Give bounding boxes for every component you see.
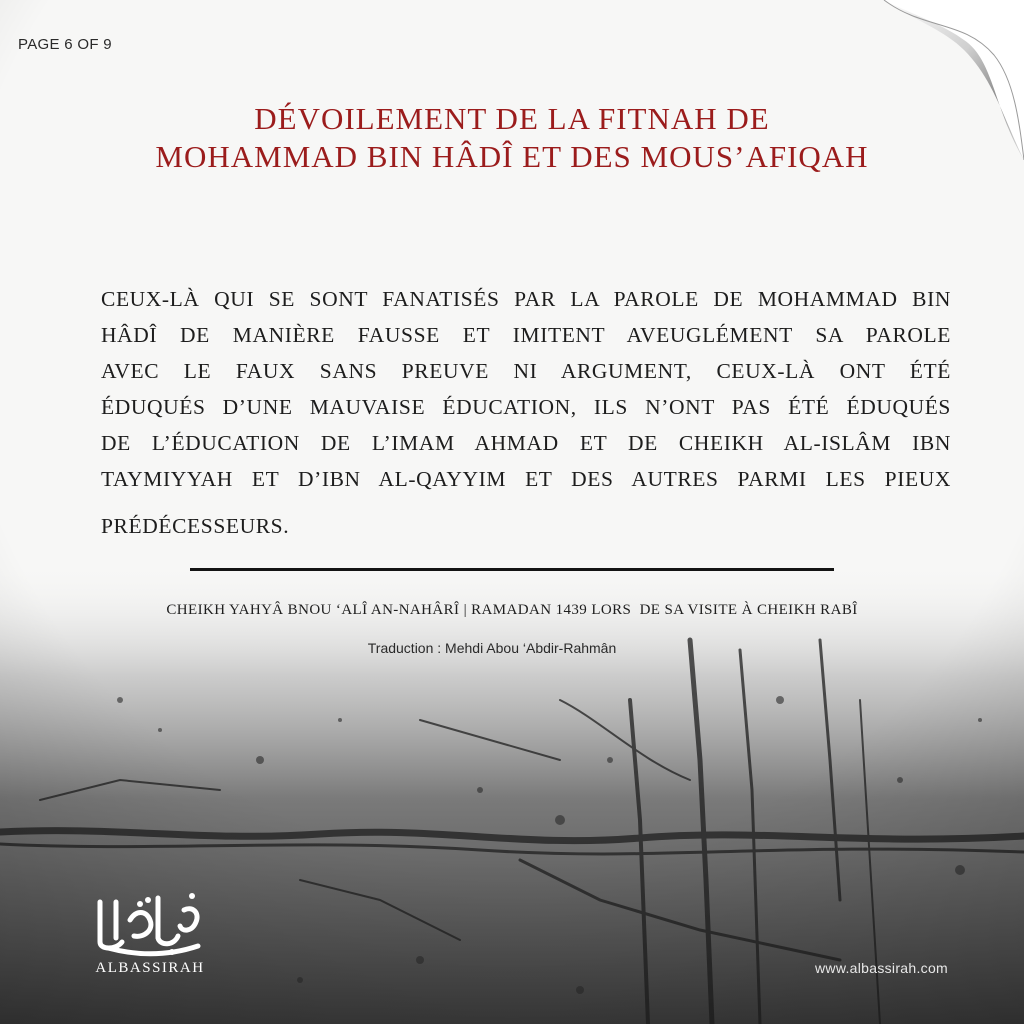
body-text-line: TAYMIYYAH ET D’IBN AL-QAYYIM ET DES AUTRES PARMI LES PIEUX — [101, 467, 951, 491]
body-text-line: DE L’ÉDUCATION DE L’IMAM AHMAD ET DE CHEIKH AL-ISLÂM IBN — [101, 431, 951, 455]
body-text-line: HÂDÎ DE MANIÈRE FAUSSE ET IMITENT AVEUGLÉMENT SA PAROLE — [101, 323, 951, 347]
translator-credit: Traduction : Mehdi Abou ‘Abdir-Rahmân — [367, 640, 617, 656]
logo-wordmark: ALBASSIRAH — [95, 960, 205, 976]
page-counter: PAGE 6 OF 9 — [18, 36, 112, 53]
divider — [190, 568, 834, 571]
body-text-line: AVEC LE FAUX SANS PREUVE NI ARGUMENT, CEUX-LÀ ONT ÉTÉ — [101, 359, 951, 383]
body-text-line: CEUX-LÀ QUI SE SONT FANATISÉS PAR LA PAROLE DE MOHAMMAD BIN — [101, 287, 951, 311]
website-link[interactable]: www.albassirah.com — [815, 960, 948, 976]
arabic-calligraphy-icon — [88, 880, 208, 960]
body-text-line: PRÉDÉCESSEURS. — [101, 514, 290, 538]
albassirah-logo — [80, 880, 220, 990]
title-line-1: DÉVOILEMENT DE LA FITNAH DE — [254, 101, 770, 136]
title-line-2: MOHAMMAD BIN HÂDÎ ET DES MOUS’AFIQAH — [155, 139, 869, 174]
attribution: CHEIKH YAHYÂ BNOU ‘ALÎ AN-NAHÂRÎ | RAMADAN 1439 LORS DE SA VISITE À CHEIKH RABÎ — [166, 602, 858, 618]
body-text-line: ÉDUQUÉS D’UNE MAUVAISE ÉDUCATION, ILS N’ONT PAS ÉTÉ ÉDUQUÉS — [101, 395, 951, 419]
